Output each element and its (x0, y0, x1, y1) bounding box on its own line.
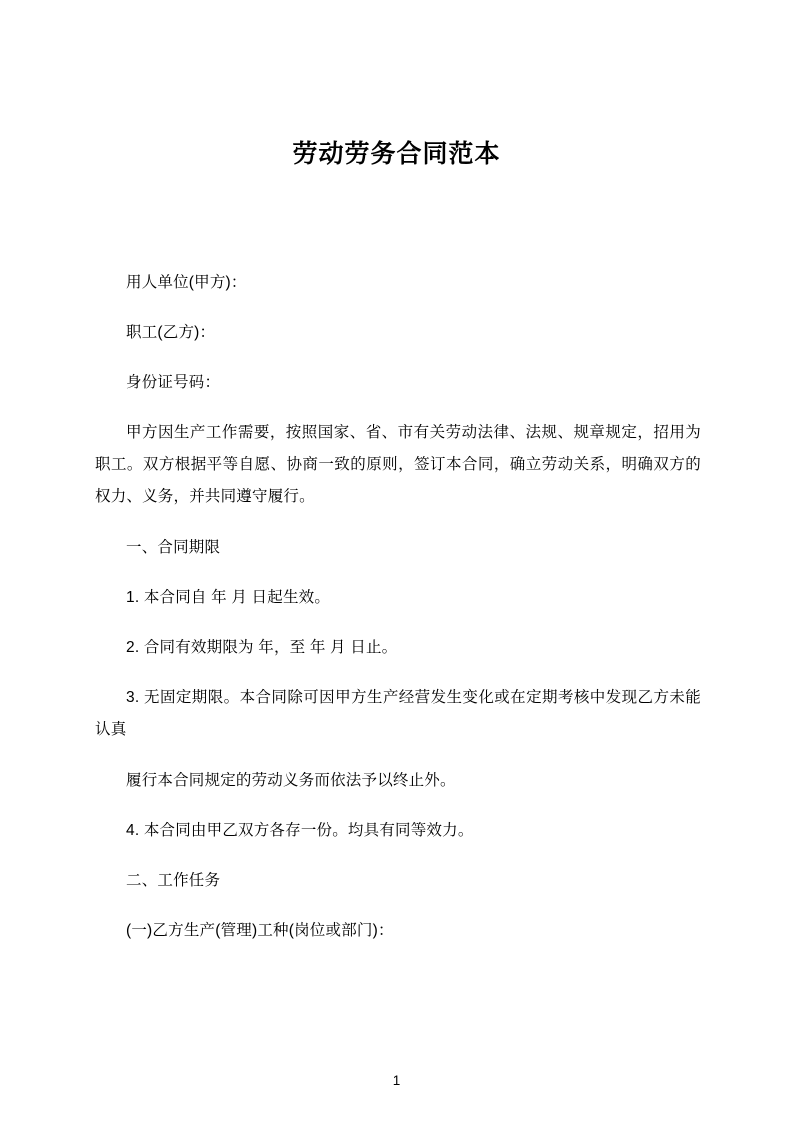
clause-1-1: 1. 本合同自 年 月 日起生效。 (126, 589, 331, 606)
paragraph-employer: 用人单位(甲方)： (126, 274, 247, 291)
paragraph-employee: 职工(乙方)： (126, 324, 216, 341)
clause-2-1: (一)乙方生产(管理)工种(岗位或部门)： (126, 922, 394, 939)
page-title: 劳动劳务合同范本 (292, 140, 501, 168)
clause-1-3-continued: 履行本合同规定的劳动义务而依法予以终止外。 (126, 772, 456, 789)
clause-1-2: 2. 合同有效期限为 年，至 年 月 日止。 (126, 639, 398, 656)
paragraph-preamble: 甲方因生产工作需要，按照国家、省、市有关劳动法律、法规、规章规定，招用为职工。双方根据平等自愿、协商一致的原则，签订本合同，确立劳动关系，明确双方的权力、义务，并共同遵守履行。 (95, 424, 701, 505)
clause-1-4: 4. 本合同由甲乙双方各存一份。均具有同等效力。 (126, 822, 474, 839)
page-number: 1 (392, 1073, 401, 1088)
heading-section-2: 二、工作任务 (126, 872, 221, 889)
paragraph-id-number: 身份证号码： (126, 374, 221, 391)
document-body (0, 267, 793, 946)
heading-section-1: 一、合同期限 (126, 539, 221, 556)
clause-1-3: 3. 无固定期限。本合同除可因甲方生产经营发生变化或在定期考核中发现乙方未能认真 (95, 689, 701, 738)
